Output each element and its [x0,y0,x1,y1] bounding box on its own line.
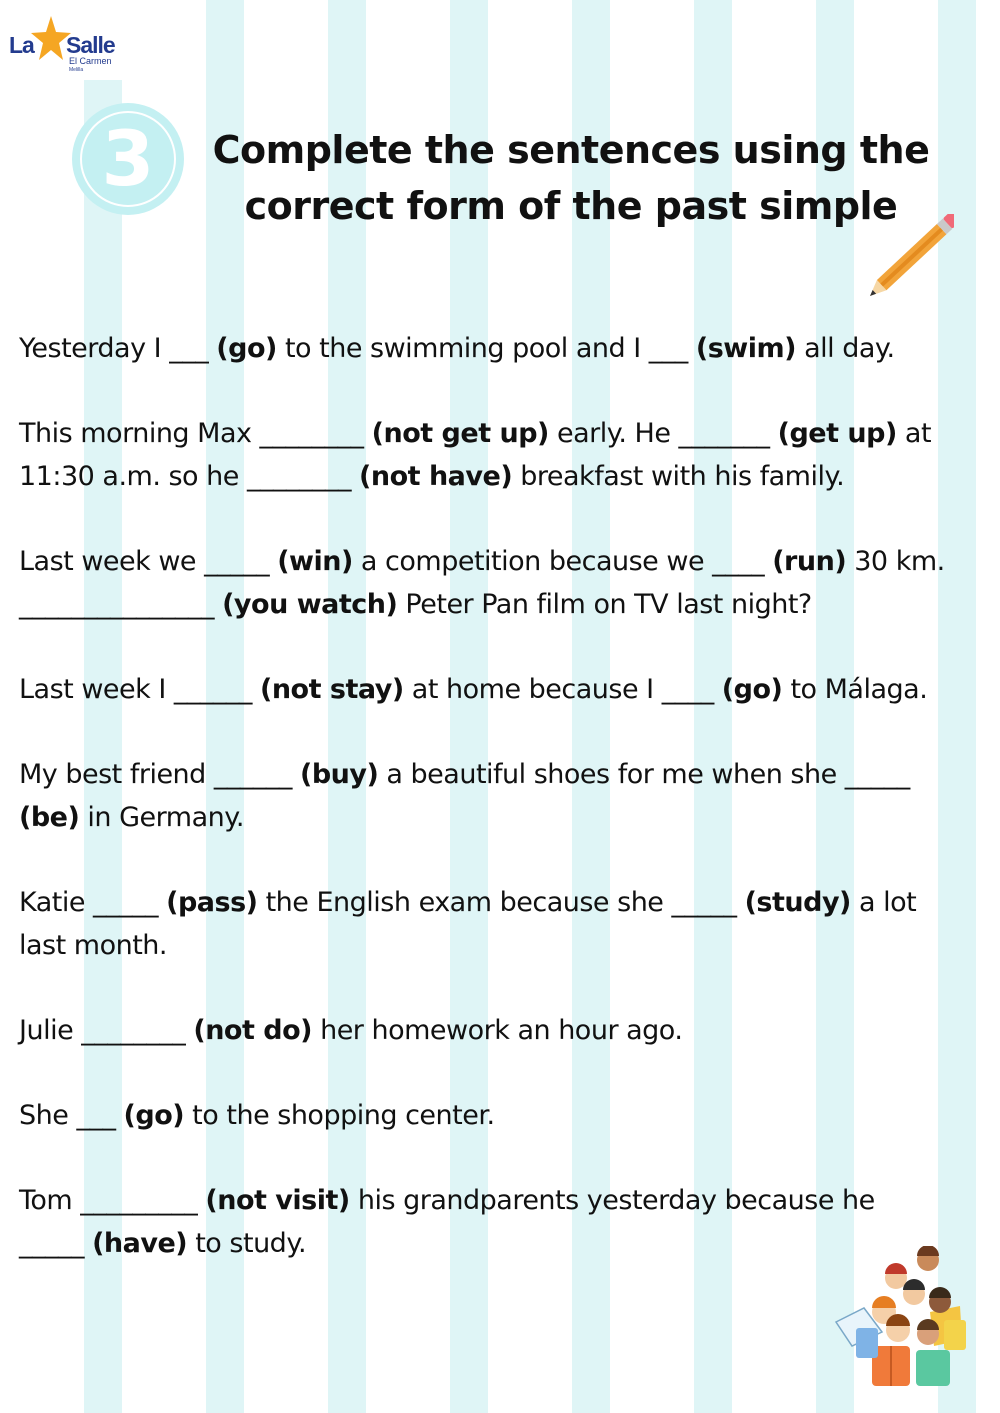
sentence-text: a beautiful shoes for me when she _____ [378,759,910,790]
sentence-text: 30 km. [846,546,945,577]
verb-hint: (go) [216,333,277,364]
logo-text-la: La [9,32,34,58]
verb-hint: (buy) [299,759,379,790]
sentence-text: his grandparents yesterday because he [349,1185,875,1216]
sentence-line [19,1094,994,1137]
verb-hint: (go) [721,674,783,705]
sentence-text: breakfast with his family. [512,461,845,492]
sentence-text: Peter Pan film on TV last night? [397,589,812,620]
sentence-7 [19,1009,994,1052]
sentence-text: She ___ [19,1100,124,1131]
sentence-text: a competition because we ____ [352,546,773,577]
verb-hint: (not have) [359,461,513,492]
sentence-text: to the shopping center. [184,1100,495,1131]
verb-hint: (swim) [695,333,796,364]
page-title [200,122,942,234]
sentence-text: Last week we _____ [19,546,278,577]
title-line-2: correct form of the past simple [244,184,898,228]
sentence-text: _______________ [19,589,223,620]
sentence-text: a lot [850,887,917,918]
verb-hint: (be) [19,802,80,833]
reading-children-illustration [832,1246,972,1394]
sentence-text: her homework an hour ago. [312,1015,683,1046]
verb-hint: (have) [92,1228,188,1259]
sentence-text: Tom _________ [19,1185,206,1216]
sentence-text: Katie _____ [19,887,167,918]
title-line-1: Complete the sentences using the [212,128,930,172]
sentence-line [19,796,994,839]
verb-hint: (study) [744,887,851,918]
verb-hint: (not stay) [259,674,404,705]
exercise-sentences [19,327,994,1307]
sentence-line [19,583,994,626]
sentence-text: Yesterday I ___ [19,333,217,364]
sentence-text: Julie ________ [19,1015,194,1046]
sentence-text: to Málaga. [782,674,928,705]
sentence-text: the English exam because she _____ [257,887,745,918]
sentence-text: in Germany. [79,802,244,833]
sentence-text: _____ [19,1228,93,1259]
sentence-8 [19,1094,994,1137]
sentence-line [19,455,994,498]
sentence-line [19,412,994,455]
sentence-text: to study. [187,1228,307,1259]
logo-subtitle: El Carmen [69,56,112,66]
sentence-text: to the swimming pool and I ___ [276,333,696,364]
verb-hint: (you watch) [222,589,398,620]
sentence-line [19,924,994,967]
sentence-line [19,881,994,924]
verb-hint: (pass) [166,887,258,918]
exercise-number-badge [70,101,186,217]
sentence-text: all day. [795,333,895,364]
sentence-5 [19,753,994,839]
verb-hint: (not visit) [205,1185,350,1216]
sentence-3 [19,540,994,626]
verb-hint: (run) [772,546,847,577]
sentence-line [19,753,994,796]
sentence-text: at home because I ____ [403,674,722,705]
exercise-number: 3 [101,114,155,203]
logo-city: Melilla [69,67,84,73]
sentence-6 [19,881,994,967]
sentence-text: early. He _______ [548,418,778,449]
sentence-text: 11:30 a.m. so he ________ [19,461,360,492]
sentence-line [19,668,994,711]
sentence-line [19,327,994,370]
logo-text-salle: Salle [66,32,115,58]
verb-hint: (go) [123,1100,185,1131]
sentence-text: Last week I ______ [19,674,260,705]
verb-hint: (not get up) [371,418,549,449]
verb-hint: (not do) [193,1015,312,1046]
sentence-text: My best friend ______ [19,759,300,790]
verb-hint: (win) [277,546,353,577]
school-logo [0,0,132,80]
sentence-4 [19,668,994,711]
verb-hint: (get up) [777,418,897,449]
sentence-text: at [896,418,932,449]
sentence-line [19,540,994,583]
sentence-line [19,1009,994,1052]
sentence-1 [19,327,994,370]
sentence-line [19,1179,994,1222]
sentence-text: last month. [19,930,167,961]
sentence-text: This morning Max ________ [19,418,372,449]
pencil-icon [862,214,954,304]
sentence-2 [19,412,994,498]
